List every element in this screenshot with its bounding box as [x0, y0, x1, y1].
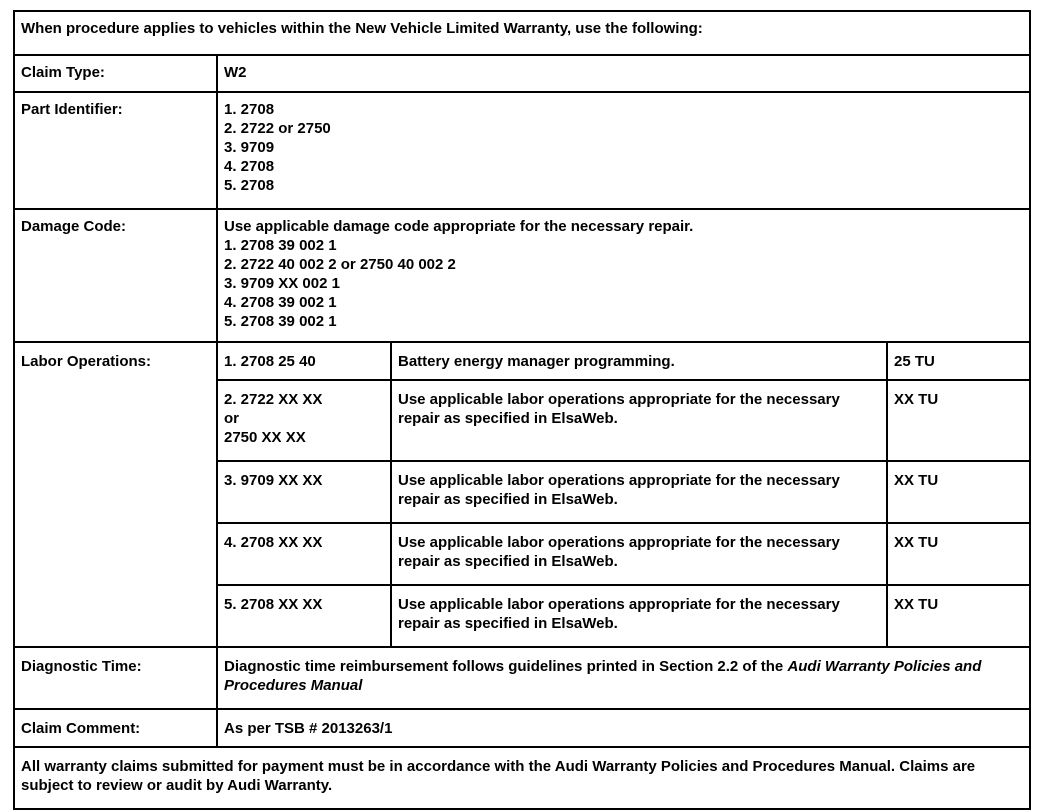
labor-operations-label: Labor Operations: [14, 342, 217, 647]
labor-operation-description: Use applicable labor operations appropriate for the necessary repair as specified in ElsaWeb. [391, 523, 887, 585]
labor-operation-description: Battery energy manager programming. [391, 342, 887, 380]
part-identifier-item: 3. 9709 [224, 139, 275, 156]
labor-operation-description: Use applicable labor operations appropriate for the necessary repair as specified in ElsaWeb. [391, 461, 887, 523]
damage-code-item: 1. 2708 39 002 1 [224, 237, 337, 254]
table-header-text: When procedure applies to vehicles within the New Vehicle Limited Warranty, use the following: [21, 20, 703, 37]
part-identifier-item: 2. 2722 or 2750 [224, 120, 331, 137]
labor-operation-time: XX TU [887, 461, 1030, 523]
claim-type-label: Claim Type: [14, 55, 217, 92]
labor-operation-code [217, 342, 391, 380]
damage-code-item: 4. 2708 39 002 1 [224, 294, 337, 311]
labor-operation-description: Use applicable labor operations appropriate for the necessary repair as specified in ElsaWeb. [391, 380, 887, 461]
labor-operation-code-line: 1. 2708 25 40 [224, 353, 316, 370]
claim-comment-value: As per TSB # 2013263/1 [217, 709, 1030, 747]
claim-comment-label: Claim Comment: [14, 709, 217, 747]
labor-operation-code-line: 4. 2708 XX XX [224, 534, 323, 551]
part-identifier-item: 5. 2708 [224, 177, 275, 194]
warranty-manual-title: Audi Warranty Policies and Procedures Manual [224, 658, 982, 694]
diagnostic-time-value [217, 647, 1030, 709]
header-row [14, 11, 1030, 55]
labor-operation-time: 25 TU [887, 342, 1030, 380]
diagnostic-time-row [14, 647, 1030, 709]
part-identifier-item: 1. 2708 [224, 101, 275, 118]
claim-comment-row [14, 709, 1030, 747]
part-identifier-item: 4. 2708 [224, 158, 275, 175]
labor-operation-code [217, 585, 391, 647]
claim-type-row [14, 55, 1030, 92]
diagnostic-time-text: Diagnostic time reimbursement follows guidelines printed in Section 2.2 of the [224, 658, 788, 675]
labor-operation-code [217, 523, 391, 585]
labor-operation-code-line: 3. 9709 XX XX [224, 472, 323, 489]
damage-code-item: 5. 2708 39 002 1 [224, 313, 337, 330]
labor-operation-description: Use applicable labor operations appropriate for the necessary repair as specified in ElsaWeb. [391, 585, 887, 647]
labor-operation-code-line: 2. 2722 XX XX [224, 391, 323, 408]
labor-operation-code [217, 380, 391, 461]
warranty-procedure-table [13, 10, 1031, 810]
labor-operation-code [217, 461, 391, 523]
part-identifier-list [217, 92, 1030, 209]
damage-code-intro: Use applicable damage code appropriate for the necessary repair. [224, 218, 694, 235]
labor-operation-code-line: 5. 2708 XX XX [224, 596, 323, 613]
damage-code-label: Damage Code: [14, 209, 217, 342]
part-identifier-row [14, 92, 1030, 209]
table-header [14, 11, 1030, 55]
damage-code-item: 2. 2722 40 002 2 or 2750 40 002 2 [224, 256, 456, 273]
labor-operation-code-line: 2750 XX XX [224, 429, 306, 446]
labor-operation-row [14, 342, 1030, 380]
labor-operation-time: XX TU [887, 380, 1030, 461]
damage-code-row [14, 209, 1030, 342]
damage-code-list [217, 209, 1030, 342]
labor-operation-time: XX TU [887, 585, 1030, 647]
labor-operation-time: XX TU [887, 523, 1030, 585]
labor-operation-code-line: or [224, 410, 239, 427]
part-identifier-label: Part Identifier: [14, 92, 217, 209]
diagnostic-time-label: Diagnostic Time: [14, 647, 217, 709]
footer-row [14, 747, 1030, 809]
footer-note: All warranty claims submitted for payment must be in accordance with the Audi Warranty Policies and Procedures Manual. Claims are subject to review or audit by Audi Warranty. [14, 747, 1030, 809]
damage-code-item: 3. 9709 XX 002 1 [224, 275, 340, 292]
claim-type-value: W2 [217, 55, 1030, 92]
